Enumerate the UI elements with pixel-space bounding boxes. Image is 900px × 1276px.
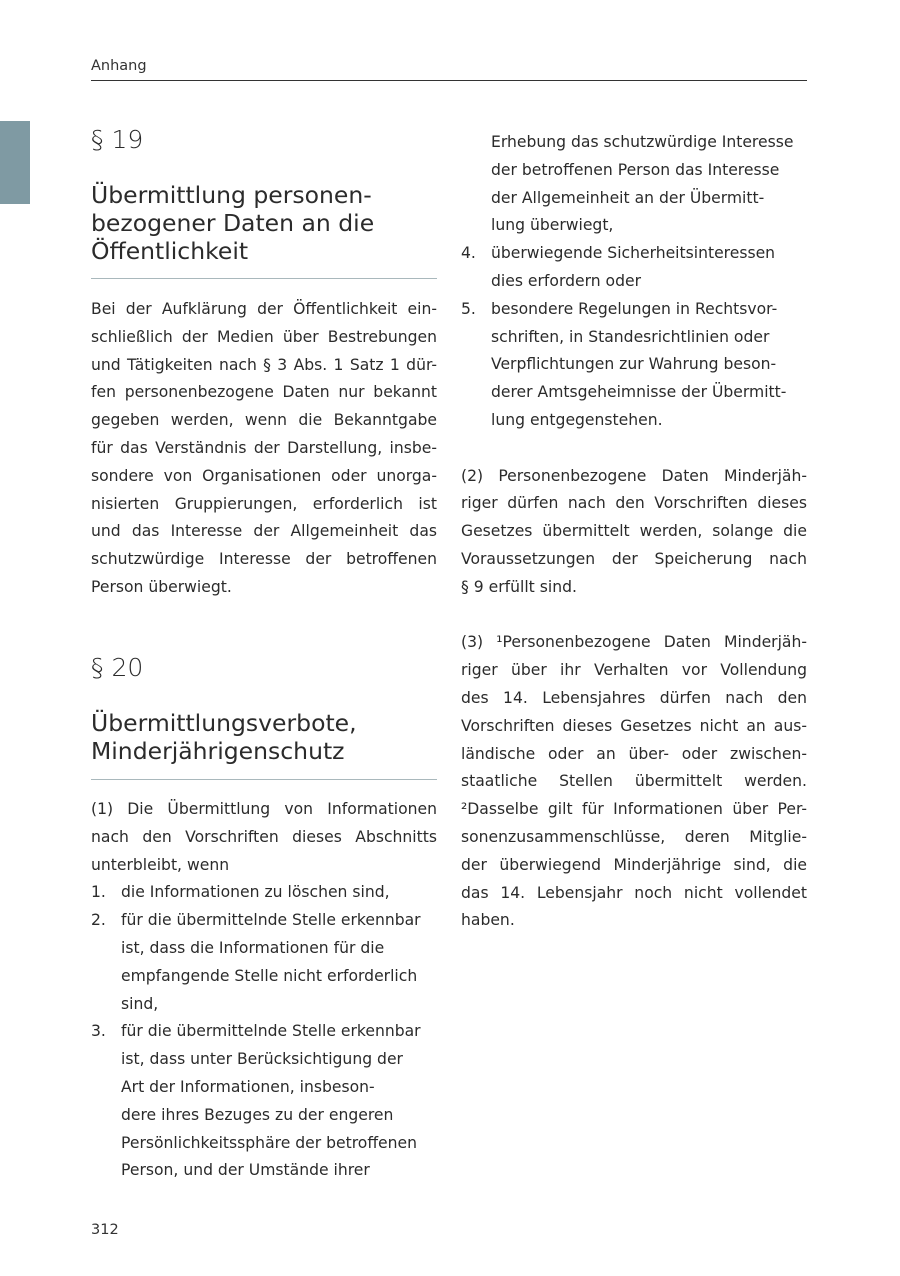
running-header: Anhang [91,58,147,74]
text-line: § 9 erfüllt sind. [461,577,577,596]
list-item-text [121,1018,437,1185]
text-line: (3) ¹Personenbezogene Daten Minderjäh- [461,633,807,652]
text-line: riger über ihr Verhalten vor Vollendung [461,661,807,680]
list-item-number: 1. [91,883,106,902]
section-19-number: § 19 [91,125,144,154]
text-line: nach den Vorschriften dieses Abschnitts [91,827,437,846]
text-line: die Informationen zu löschen sind, [121,883,390,902]
section-tab-marker [0,121,30,204]
text-line: der überwiegend Minderjährige sind, die [461,855,807,874]
text-line: lung überwiegt, [491,216,614,235]
text-line: für die übermittelnde Stelle erkennbar [121,1022,421,1041]
list-item [461,296,807,435]
text-line: und das Interesse der Allgemeinheit das [91,522,437,541]
text-line: besondere Regelungen in Rechtsvor- [491,299,778,318]
list-item [91,1018,437,1185]
section-20-title [91,709,357,765]
text-line: derer Amtsgeheimnisse der Übermitt- [491,383,787,402]
header-rule [91,80,807,81]
list-item-number: 5. [461,299,476,318]
text-line: empfangende Stelle nicht erforderlich [121,966,418,985]
text-line: gegeben werden, wenn die Bekanntgabe [91,411,437,430]
text-line: riger dürfen nach den Vorschriften dieses [461,494,807,513]
text-line: Art der Informationen, insbeson- [121,1077,375,1096]
text-line: (2) Personenbezogene Daten Minderjäh- [461,466,807,485]
list-item-number: 2. [91,911,106,930]
text-line: sonenzusammenschlüsse, deren Mitglie- [461,827,807,846]
text-line: für die übermittelnde Stelle erkennbar [121,911,421,930]
text-line: Erhebung das schutzwürdige Interesse [491,133,794,151]
text-line: für das Verständnis der Darstellung, insbe- [91,438,437,457]
section-20-left-text [91,796,437,1185]
text-line: bezogener Daten an die [91,209,375,237]
text-line: Verpflichtungen zur Wahrung beson- [491,355,777,374]
section-20-number: § 20 [91,653,144,682]
page-number: 312 [91,1222,119,1238]
text-line: sondere von Organisationen oder unorga- [91,466,437,485]
text-line: dies erfordern oder [491,271,641,290]
list-right [461,240,807,435]
paragraph-2 [461,463,807,602]
text-line: fen personenbezogene Daten nur bekannt [91,383,437,402]
text-line: ist, dass die Informationen für die [121,938,385,957]
text-line: und Tätigkeiten nach § 3 Abs. 1 Satz 1 dür- [91,355,437,374]
text-line: staatliche Stellen übermittelt werden. [461,772,807,791]
paragraph-3 [461,629,807,935]
text-line: Übermittlungsverbote, [91,709,357,737]
text-line: ²Dasselbe gilt für Informationen über Per- [461,800,807,819]
text-line: des 14. Lebensjahres dürfen nach den [461,688,807,707]
section-19-title [91,181,374,265]
text-line: Vorschriften dieses Gesetzes nicht an aus- [461,716,807,735]
text-line: schließlich der Medien über Bestrebungen [91,327,437,346]
list-item [91,907,437,1018]
text-line: schutzwürdige Interesse der betroffenen [91,550,437,569]
text-line: Bei der Aufklärung der Öffentlichkeit ein- [91,300,437,318]
text-line: Persönlichkeitssphäre der betroffenen [121,1133,418,1152]
list-item-text [121,879,437,907]
text-line: (1) Die Übermittlung von Informationen [91,800,437,818]
text-line: ländische oder an über- oder zwischen- [461,744,807,763]
text-line: Person überwiegt. [91,577,232,596]
section-19-body [91,296,437,602]
text-line: haben. [461,911,515,930]
text-line: dere ihres Bezuges zu der engeren [121,1105,394,1124]
text-line: Minderjährigenschutz [91,737,345,765]
text-line: sind, [121,994,159,1013]
section-19-rule [91,278,437,279]
text-line: unterbleibt, wenn [91,855,230,874]
text-line: schriften, in Standesrichtlinien oder [491,327,770,346]
list-item-text [491,296,807,435]
list-item-number: 4. [461,244,476,263]
text-line: das 14. Lebensjahr noch nicht vollendet [461,883,807,902]
text-line: überwiegende Sicherheitsinteressen [491,244,776,263]
text-line: Voraussetzungen der Speicherung nach [461,549,807,568]
text-line: Person, und der Umstände ihrer [121,1161,370,1180]
item-3-continuation [461,129,807,240]
list-item-text [491,240,807,296]
text-line: der betroffenen Person das Interesse [491,160,780,179]
text-line: Öffentlichkeit [91,237,249,265]
section-20-rule [91,779,437,780]
text-line: lung entgegenstehen. [491,410,663,429]
list-left [91,879,437,1185]
text-line: Übermittlung personen- [91,181,372,209]
text-line: ist, dass unter Berücksichtigung der [121,1050,403,1069]
text-line: der Allgemeinheit an der Übermitt- [491,188,765,207]
section-20-right-text [461,129,807,935]
list-item-number: 3. [91,1022,106,1041]
list-item [91,879,437,907]
text-line: nisierten Gruppierungen, erforderlich ist [91,494,437,513]
text-line: Gesetzes übermittelt werden, solange die [461,522,807,541]
paragraph-1 [91,796,437,879]
list-item-text [121,907,437,1018]
list-item [461,240,807,296]
